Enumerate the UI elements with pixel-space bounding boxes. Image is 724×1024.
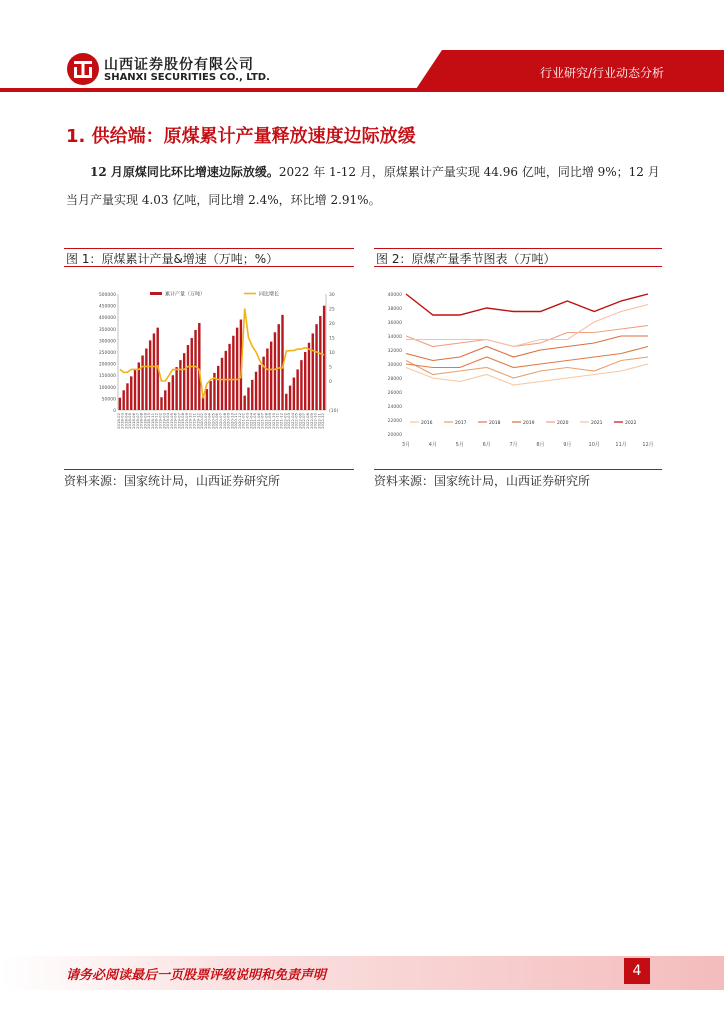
x-tick-label: 12月 [642,442,654,448]
x-tick-label: 6月 [482,442,491,448]
bar [153,333,155,410]
y-right-tick-label: 10 [329,351,335,356]
x-tick-label: 2020-04 [206,413,212,429]
x-tick-label: 2021-08 [263,413,269,429]
para-lead: 12 月原煤同比环比增速边际放缓。 [90,165,279,179]
y-left-tick-label: 250000 [98,351,116,356]
bar [274,332,276,410]
header-rule [0,88,724,92]
bar [217,366,219,410]
page-number: 4 [624,958,650,984]
y-tick-label: 28000 [387,377,402,382]
x-tick-label: 2020-10 [229,413,235,429]
bar [202,397,204,410]
x-tick-label: 2021-05 [252,413,258,429]
x-tick-label: 2021-03 [244,413,250,429]
x-tick-label: 2020-03 [202,413,208,429]
bar [175,367,177,410]
y-right-tick-label: 30 [329,293,335,298]
bar [293,378,295,410]
x-tick-label: 2019-02 [157,413,163,429]
y-tick-label: 40000 [387,293,402,298]
page-header [0,0,724,92]
bar [126,383,128,410]
bar [172,375,174,410]
bar [119,398,121,410]
x-tick-label: 7月 [509,442,518,448]
series-line-2021 [406,305,648,347]
bar [251,380,253,410]
x-tick-label: 2019-06 [172,413,178,429]
x-tick-label: 2022-03 [286,413,292,429]
y-right-tick-label: (10) [329,409,339,414]
bar [141,355,143,410]
x-tick-label: 2018-08 [138,413,144,429]
y-left-tick-label: 0 [113,409,116,414]
y-left-tick-label: 150000 [98,374,116,380]
bar [134,369,136,410]
x-tick-label: 2018-10 [146,413,152,429]
y-tick-label: 26000 [387,391,402,396]
bar [191,338,193,410]
company-name-cn: 山西证券股份有限公司 [104,57,254,73]
x-tick-label: 5月 [455,442,464,448]
bar [319,316,321,410]
x-tick-label: 2022-12 [320,413,326,429]
bar [187,345,189,410]
legend-label-line: 同比增长 [259,291,280,298]
figure1-chart [94,282,350,464]
y-tick-label: 20000 [387,433,402,438]
x-tick-label: 2021-12 [278,413,284,429]
bar [228,344,230,410]
y-left-tick-label: 450000 [98,304,116,310]
x-tick-label: 2020-02 [199,413,205,429]
x-tick-label: 2020-06 [214,413,220,429]
x-tick-label: 2019-11 [191,413,197,429]
x-tick-label: 2021-07 [259,413,265,429]
x-tick-label: 2020-09 [225,413,231,429]
bar [225,351,227,410]
y-left-tick-label: 500000 [98,293,116,298]
x-tick-label: 2018-05 [127,413,133,429]
company-name-en: SHANXI SECURITIES CO., LTD. [104,72,270,83]
x-tick-label: 2020-08 [221,413,227,429]
legend-swatch-bar [150,292,162,295]
x-tick-label: 2018-09 [142,413,148,429]
y-left-tick-label: 50000 [101,397,116,403]
y-left-tick-label: 350000 [98,327,116,333]
x-tick-label: 2018-12 [153,413,159,429]
footer-notice: 请务必阅读最后一页股票评级说明和免责声明 [66,968,327,983]
bar [270,342,272,410]
y-right-tick-label: 15 [329,336,335,342]
bar [300,360,302,410]
bar [194,330,196,410]
bar [122,390,124,410]
y-right-tick-label: 25 [329,307,335,313]
bar [323,306,325,410]
x-tick-label: 2021-04 [248,413,254,429]
x-tick-label: 2022-06 [297,413,303,429]
y-left-tick-label: 300000 [98,339,116,345]
bar [304,352,306,410]
x-tick-label: 4月 [428,442,437,448]
x-tick-label: 2022-08 [304,413,310,429]
legend-label-2018: 2018 [489,421,501,426]
figure2-title-rule [374,266,662,267]
legend-label-2022: 2022 [625,421,637,426]
legend-label-2016: 2016 [421,421,433,426]
bar [209,381,211,410]
bar [266,349,268,410]
company-logo-icon [66,52,100,86]
x-tick-label: 11月 [615,442,627,448]
bar [296,369,298,410]
bar [183,353,185,410]
bar [130,376,132,410]
para-body: 2022 年 1-12 月，原煤累计产量实现 44.96 亿吨，同比增 9%；12 月当月产量实现 4.03 亿吨，同比增 2.4%，环比增 2.91%。 [66,165,660,207]
x-tick-label: 2022-09 [308,413,314,429]
bar [289,386,291,410]
y-tick-label: 38000 [387,307,402,312]
x-tick-label: 2019-09 [183,413,189,429]
x-tick-label: 2018-11 [149,413,155,429]
x-tick-label: 2022-07 [301,413,307,429]
legend-label-2019: 2019 [523,421,535,426]
y-tick-label: 32000 [387,349,402,354]
figure2-chart [376,284,658,458]
y-left-tick-label: 400000 [98,316,116,322]
x-tick-label: 2022-04 [289,413,295,429]
x-tick-label: 2018-02 [115,413,121,429]
legend-label-2020: 2020 [557,421,569,426]
bar [168,382,170,410]
x-tick-label: 2022-05 [293,413,299,429]
bar [221,358,223,410]
section-title: 1. 供给端：原煤累计产量释放速度边际放缓 [66,126,416,147]
bar [206,389,208,410]
y-left-tick-label: 200000 [98,362,116,368]
bar [315,324,317,410]
y-tick-label: 30000 [387,363,402,368]
x-tick-label: 2021-06 [255,413,261,429]
x-tick-label: 2019-07 [176,413,182,429]
bar [164,390,166,410]
x-tick-label: 2019-10 [187,413,193,429]
x-tick-label: 3月 [401,442,411,448]
figure2-title: 图 2：原煤产量季节图表（万吨） [376,252,556,266]
bar [160,397,162,410]
x-tick-label: 2022-02 [282,413,288,429]
x-tick-label: 2018-04 [123,413,129,429]
y-tick-label: 34000 [387,335,402,340]
x-tick-label: 2019-12 [195,413,201,429]
bar [232,336,234,410]
y-tick-label: 24000 [387,405,402,410]
figure1-source: 资料来源：国家统计局，山西证券研究所 [64,474,281,488]
x-tick-label: 2021-09 [267,413,273,429]
x-tick-label: 8月 [536,442,545,448]
y-right-tick-label: 20 [329,322,335,327]
x-tick-label: 2018-07 [134,413,140,429]
x-tick-label: 2022-11 [316,413,322,429]
x-tick-label: 2021-11 [274,413,280,429]
y-left-tick-label: 100000 [98,385,116,391]
y-right-tick-label: 5 [329,365,332,371]
x-tick-label: 2018-03 [119,413,125,429]
legend-label-2021: 2021 [591,421,603,426]
x-tick-label: 2020-07 [218,413,223,429]
x-tick-label: 2021-10 [270,413,276,429]
bar [243,396,245,410]
x-tick-label: 2022-10 [312,413,318,429]
bar [259,365,261,410]
y-tick-label: 36000 [387,321,402,326]
bar [255,372,257,410]
x-tick-label: 2020-05 [210,413,216,429]
x-tick-label: 2021-02 [240,413,246,429]
report-type: 行业研究/行业动态分析 [539,66,664,80]
bar [285,394,287,410]
figure1-title-rule [64,266,354,267]
bar [312,333,314,410]
x-tick-label: 9月 [563,442,572,448]
series-line-2022 [406,294,648,315]
y-tick-label: 22000 [387,419,402,424]
bar [308,343,310,410]
legend-label-2017: 2017 [455,421,467,426]
x-tick-label: 2019-03 [161,413,167,429]
x-tick-label: 2019-05 [168,413,174,429]
legend-label-bar: 累计产量（万吨） [165,291,206,298]
bar [179,360,181,410]
bar [278,324,280,410]
x-tick-label: 2019-04 [165,413,171,429]
figure2-source: 资料来源：国家统计局，山西证券研究所 [374,474,591,488]
bar [236,328,238,410]
y-right-tick-label: 0 [329,380,332,385]
figure1-title: 图 1：原煤累计产量&增速（万吨；%） [66,252,279,266]
x-tick-label: 10月 [588,442,600,448]
x-tick-label: 2020-11 [233,413,239,429]
bar [149,340,151,410]
bar [198,323,200,410]
x-tick-label: 2020-12 [236,413,242,429]
x-tick-label: 2018-06 [131,413,137,429]
bar [145,349,147,410]
section-paragraph [66,158,662,214]
x-tick-label: 2019-08 [180,413,186,429]
bar [247,387,249,410]
